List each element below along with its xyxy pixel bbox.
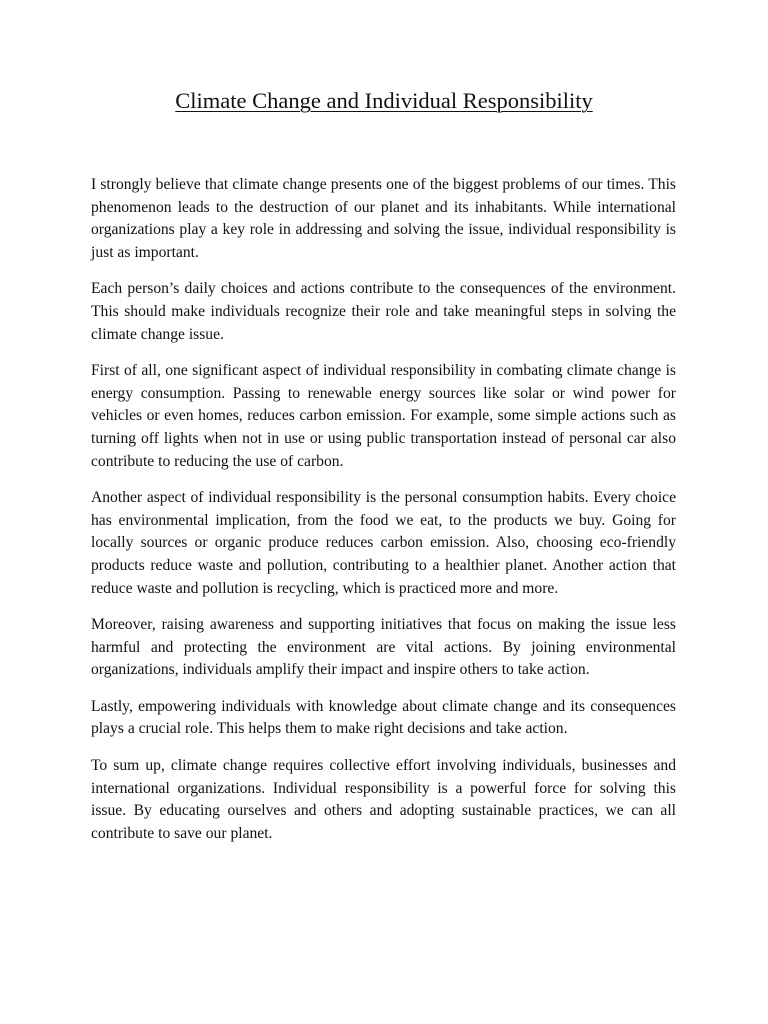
paragraph-energy-consumption: First of all, one significant aspect of individual responsibility in combating climate change is energy consumption. Passing to renewable energy sources like solar or wind power for vehicles or even homes, reduces carbon emission. For example, some simple actions such as turning off lights when not in use or using public transportation instead of personal car also contribute to reducing the use of carbon. xyxy=(91,362,676,470)
paragraph-empowering-knowledge: Lastly, empowering individuals with knowledge about climate change and its consequences plays a crucial role. This helps them to make right decisions and take action. xyxy=(91,697,676,738)
paragraph-daily-choices: Each person’s daily choices and actions contribute to the consequences of the environment. This should make individuals recognize their role and take meaningful steps in solving the climate change issue. xyxy=(91,280,676,343)
paragraph-intro: I strongly believe that climate change presents one of the biggest problems of our times. This phenomenon leads to the destruction of our planet and its inhabitants. While international organizations play a key role in addressing and solving the issue, individual responsibility is just as important. xyxy=(91,176,676,261)
paragraph-raising-awareness: Moreover, raising awareness and supporting initiatives that focus on making the issue less harmful and protecting the environment are vital actions. By joining environmental organizations, individuals amplify their impact and inspire others to take action. xyxy=(91,616,676,679)
paragraph-consumption-habits: Another aspect of individual responsibility is the personal consumption habits. Every choice has environmental implication, from the food we eat, to the products we buy. Going for locally sources or organic produce reduces carbon emission. Also, choosing eco-friendly products reduce waste and pollution, contributing to a healthier planet. Another action that reduce waste and pollution is recycling, which is practiced more and more. xyxy=(91,489,676,597)
document-body xyxy=(91,174,676,845)
paragraph-conclusion: To sum up, climate change requires collective effort involving individuals, businesses and international organizations. Individual responsibility is a powerful force for solving this issue. By educating ourselves and others and adopting sustainable practices, we can all contribute to save our planet. xyxy=(91,757,676,842)
document-title: Climate Change and Individual Responsibility xyxy=(175,88,593,113)
